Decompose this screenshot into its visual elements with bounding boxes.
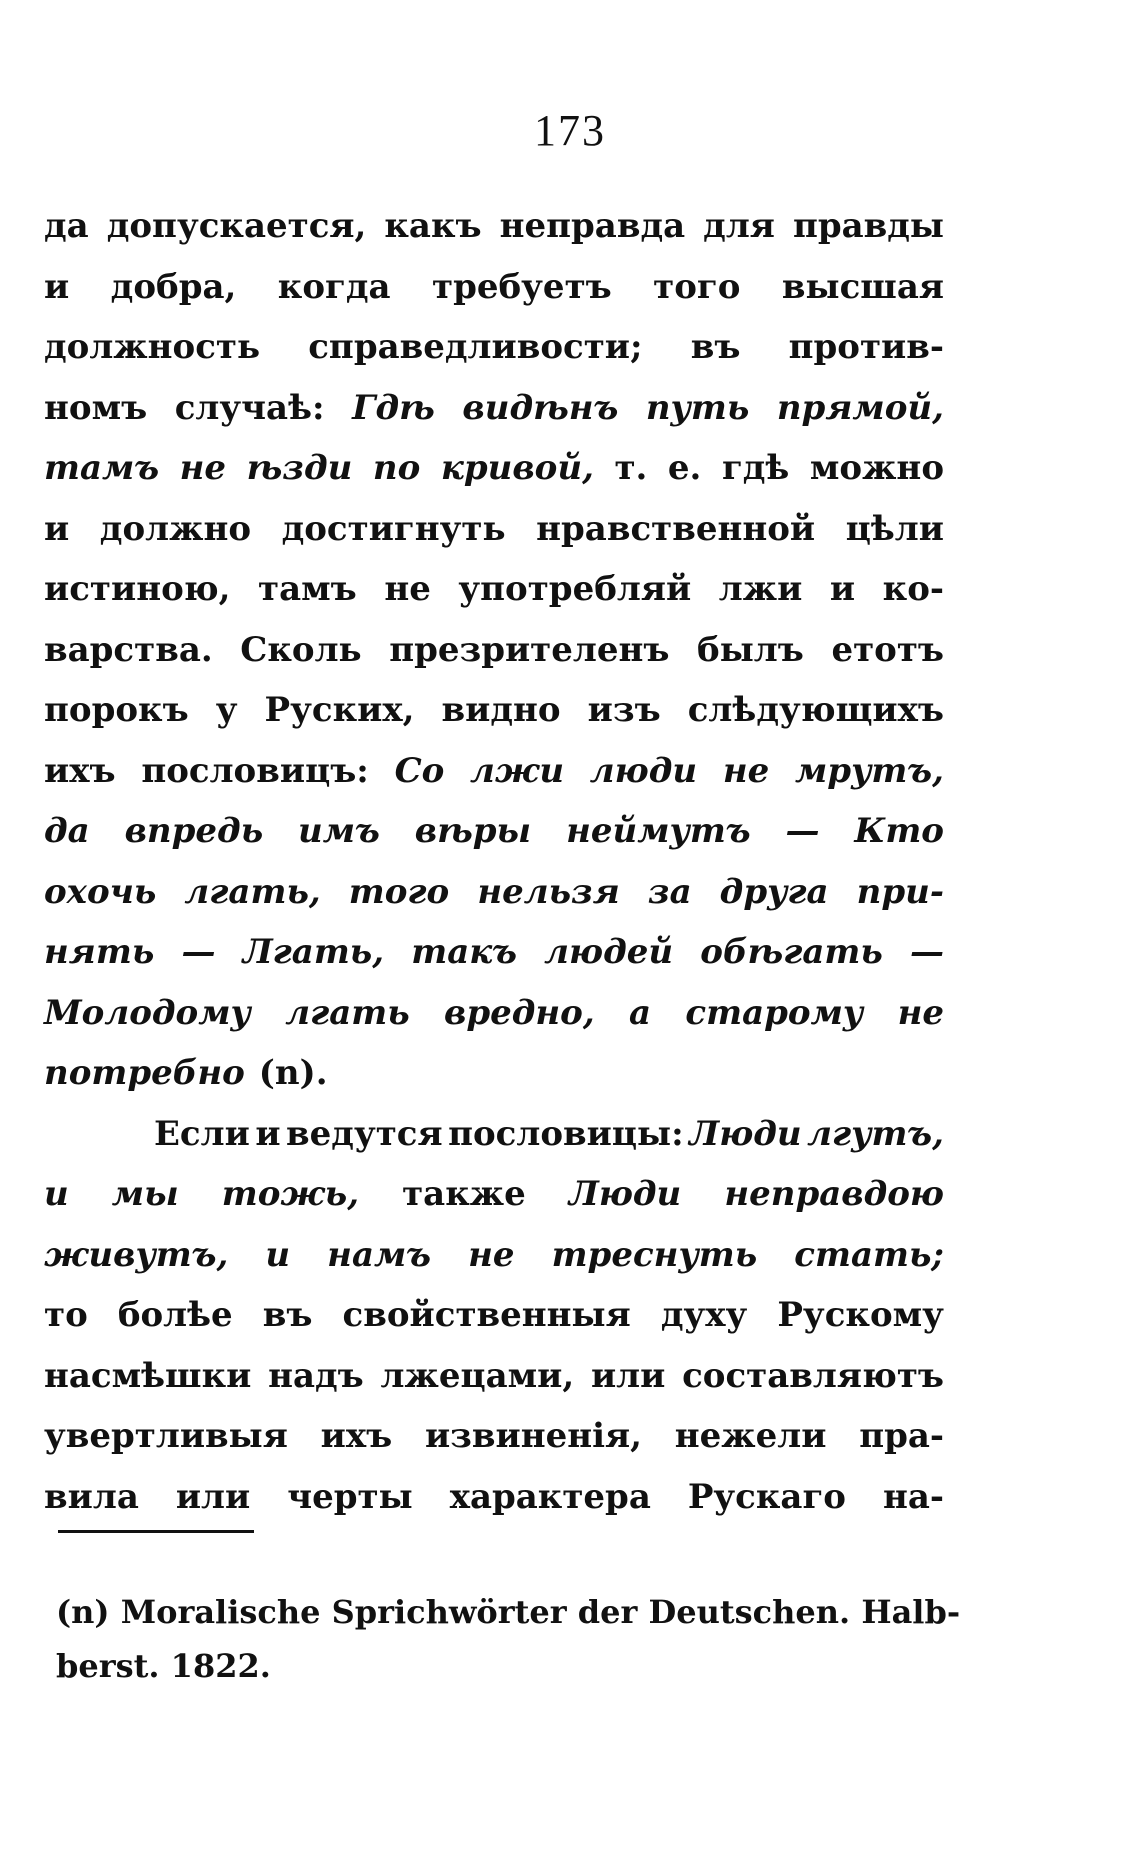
word: а bbox=[629, 992, 652, 1033]
word: мрутъ, bbox=[794, 750, 944, 791]
word: вила bbox=[44, 1476, 139, 1517]
word: на- bbox=[882, 1476, 944, 1517]
word: видѣнъ bbox=[462, 387, 619, 428]
footnote-line-2: berst. 1822. bbox=[56, 1647, 271, 1685]
word: болѣе bbox=[117, 1295, 233, 1335]
word: имъ bbox=[298, 811, 380, 851]
text-line bbox=[44, 559, 944, 620]
word: прямой, bbox=[776, 387, 944, 428]
text-line bbox=[44, 741, 944, 802]
word: друга bbox=[719, 871, 829, 912]
word: у bbox=[215, 690, 238, 730]
word: порокъ bbox=[44, 690, 189, 730]
word: правды bbox=[792, 206, 944, 246]
word: Со bbox=[394, 750, 445, 791]
word: нельзя bbox=[477, 871, 620, 912]
text-line bbox=[44, 257, 944, 318]
word: неймутъ bbox=[566, 811, 751, 851]
word: ко- bbox=[882, 569, 944, 609]
word: потребно bbox=[44, 1053, 245, 1093]
word: Молодому bbox=[44, 992, 251, 1033]
word: какъ bbox=[384, 206, 482, 246]
word: нравственной bbox=[536, 508, 816, 549]
word: нежели bbox=[674, 1416, 827, 1456]
word: да bbox=[44, 811, 90, 851]
word: употребляй bbox=[458, 569, 692, 609]
word: должно bbox=[99, 508, 252, 549]
word: лжецами, bbox=[380, 1355, 575, 1396]
word: Люди bbox=[568, 1174, 682, 1214]
footnote-divider bbox=[58, 1530, 254, 1533]
word: не bbox=[722, 750, 770, 791]
word: неправда bbox=[499, 206, 686, 246]
word: былъ bbox=[697, 629, 804, 670]
word: тамъ bbox=[258, 569, 357, 609]
word: старому bbox=[685, 992, 864, 1033]
word: того bbox=[348, 871, 450, 912]
word: составляютъ bbox=[682, 1355, 944, 1396]
word: и bbox=[829, 569, 856, 609]
word: людей bbox=[544, 932, 674, 972]
word: такъ bbox=[411, 932, 517, 972]
text-line bbox=[44, 922, 944, 983]
word: етотъ bbox=[831, 629, 944, 670]
word: пра- bbox=[859, 1416, 944, 1456]
word: охочь bbox=[44, 871, 157, 912]
word: добра, bbox=[110, 266, 237, 307]
text-line bbox=[44, 1467, 944, 1528]
word: не bbox=[468, 1234, 515, 1275]
word: при- bbox=[856, 871, 944, 912]
footnote bbox=[56, 1585, 961, 1693]
text-line bbox=[44, 378, 944, 439]
word: Если bbox=[154, 1113, 250, 1154]
word: въ bbox=[262, 1295, 313, 1335]
word: пословицъ: bbox=[141, 750, 369, 791]
word: живутъ, bbox=[44, 1234, 229, 1275]
page-number: 173 bbox=[534, 106, 606, 155]
word: мы bbox=[111, 1174, 179, 1214]
word: не bbox=[897, 992, 944, 1033]
word: впредь bbox=[124, 811, 264, 851]
word: лжи bbox=[718, 569, 803, 609]
word: путь bbox=[645, 387, 750, 428]
word: того bbox=[653, 266, 741, 307]
word: или bbox=[175, 1476, 251, 1517]
word: увертливыя bbox=[44, 1416, 288, 1456]
text-line bbox=[44, 196, 944, 257]
word: треснуть bbox=[551, 1234, 758, 1275]
word: презрителенъ bbox=[389, 629, 670, 670]
word: е. bbox=[667, 448, 702, 488]
word: и bbox=[255, 1113, 281, 1154]
word: тожь, bbox=[221, 1174, 360, 1214]
word: Рускаго bbox=[687, 1476, 846, 1517]
word: (n). bbox=[258, 1053, 328, 1093]
paragraph-1 bbox=[44, 196, 944, 1104]
word: ѣзди bbox=[246, 448, 353, 488]
text-line bbox=[44, 801, 944, 862]
word: лгать, bbox=[184, 871, 321, 912]
word: вѣры bbox=[414, 811, 532, 851]
word: да bbox=[44, 206, 89, 246]
text-line bbox=[44, 1043, 944, 1104]
text-line bbox=[44, 983, 944, 1044]
word: свойственныя bbox=[342, 1295, 631, 1335]
word: кривой, bbox=[440, 448, 594, 488]
word: духу bbox=[660, 1295, 748, 1335]
footnote-line-1: (n) Moralische Sprichwörter der Deutschen. Halb- bbox=[56, 1593, 961, 1631]
word: люди bbox=[589, 750, 698, 791]
text-line bbox=[44, 438, 944, 499]
word: ихъ bbox=[320, 1416, 393, 1456]
word: или bbox=[590, 1355, 666, 1396]
word: должность bbox=[44, 327, 261, 367]
word: гдѣ bbox=[721, 448, 790, 488]
word: черты bbox=[287, 1476, 413, 1517]
word: стать; bbox=[794, 1234, 944, 1275]
text-line bbox=[44, 862, 944, 923]
word: надъ bbox=[268, 1355, 364, 1396]
word: случаѣ: bbox=[174, 387, 325, 428]
word: видно bbox=[441, 690, 561, 730]
text-line bbox=[44, 620, 944, 681]
word: Люди bbox=[689, 1113, 802, 1154]
word: пословицы: bbox=[448, 1113, 684, 1154]
text-line bbox=[44, 317, 944, 378]
text-line bbox=[44, 499, 944, 560]
text-line bbox=[44, 1104, 944, 1165]
word: и bbox=[44, 266, 70, 307]
word: слѣдующихъ bbox=[687, 690, 944, 730]
word: Руских, bbox=[264, 690, 415, 730]
text-line bbox=[44, 1406, 944, 1467]
word: также bbox=[402, 1174, 526, 1214]
word: требуетъ bbox=[432, 266, 612, 307]
body-text bbox=[44, 196, 944, 1527]
word: извиненія, bbox=[424, 1416, 643, 1456]
word: неправдою bbox=[724, 1174, 944, 1214]
word: ведутся bbox=[286, 1113, 443, 1154]
word: не bbox=[179, 448, 227, 488]
word: Рускому bbox=[777, 1295, 944, 1335]
word: и bbox=[44, 508, 70, 549]
word: допускается, bbox=[106, 206, 367, 246]
word: насмѣшки bbox=[44, 1355, 252, 1396]
word: — bbox=[181, 932, 216, 972]
word: т. bbox=[614, 448, 648, 488]
word: Кто bbox=[854, 811, 944, 851]
word: вредно, bbox=[444, 992, 595, 1033]
text-line bbox=[44, 1225, 944, 1286]
word: — bbox=[909, 932, 944, 972]
word: характера bbox=[449, 1476, 651, 1517]
word: не bbox=[384, 569, 431, 609]
text-line bbox=[44, 1346, 944, 1407]
paragraph-2 bbox=[44, 1104, 944, 1528]
word: и bbox=[265, 1234, 291, 1275]
word: номъ bbox=[44, 387, 148, 428]
word: лжи bbox=[470, 750, 565, 791]
word: достигнуть bbox=[281, 508, 506, 549]
word: намъ bbox=[327, 1234, 432, 1275]
word: и bbox=[44, 1174, 69, 1214]
word: цѣли bbox=[845, 508, 944, 549]
word: справедливости; bbox=[308, 327, 643, 367]
word: для bbox=[703, 206, 775, 246]
word: истиною, bbox=[44, 569, 231, 609]
word: изъ bbox=[587, 690, 661, 730]
word: ихъ bbox=[44, 750, 116, 791]
word: то bbox=[44, 1295, 88, 1335]
word: Гдѣ bbox=[352, 387, 435, 428]
word: высшая bbox=[781, 266, 944, 307]
word: тамъ bbox=[44, 448, 160, 488]
word: варства. bbox=[44, 629, 213, 670]
word: въ bbox=[690, 327, 741, 367]
text-line bbox=[44, 680, 944, 741]
word: Лгать, bbox=[242, 932, 385, 972]
word: против- bbox=[788, 327, 944, 367]
word: нять bbox=[44, 932, 155, 972]
word: обѣгать bbox=[700, 932, 883, 972]
word: когда bbox=[277, 266, 391, 307]
word: лгутъ, bbox=[807, 1113, 944, 1154]
word: за bbox=[647, 871, 692, 912]
word: Сколь bbox=[240, 629, 362, 670]
word: по bbox=[372, 448, 421, 488]
word: можно bbox=[809, 448, 944, 488]
text-line bbox=[44, 1164, 944, 1225]
word: — bbox=[785, 811, 820, 851]
text-line bbox=[44, 1285, 944, 1346]
word: лгать bbox=[285, 992, 410, 1033]
